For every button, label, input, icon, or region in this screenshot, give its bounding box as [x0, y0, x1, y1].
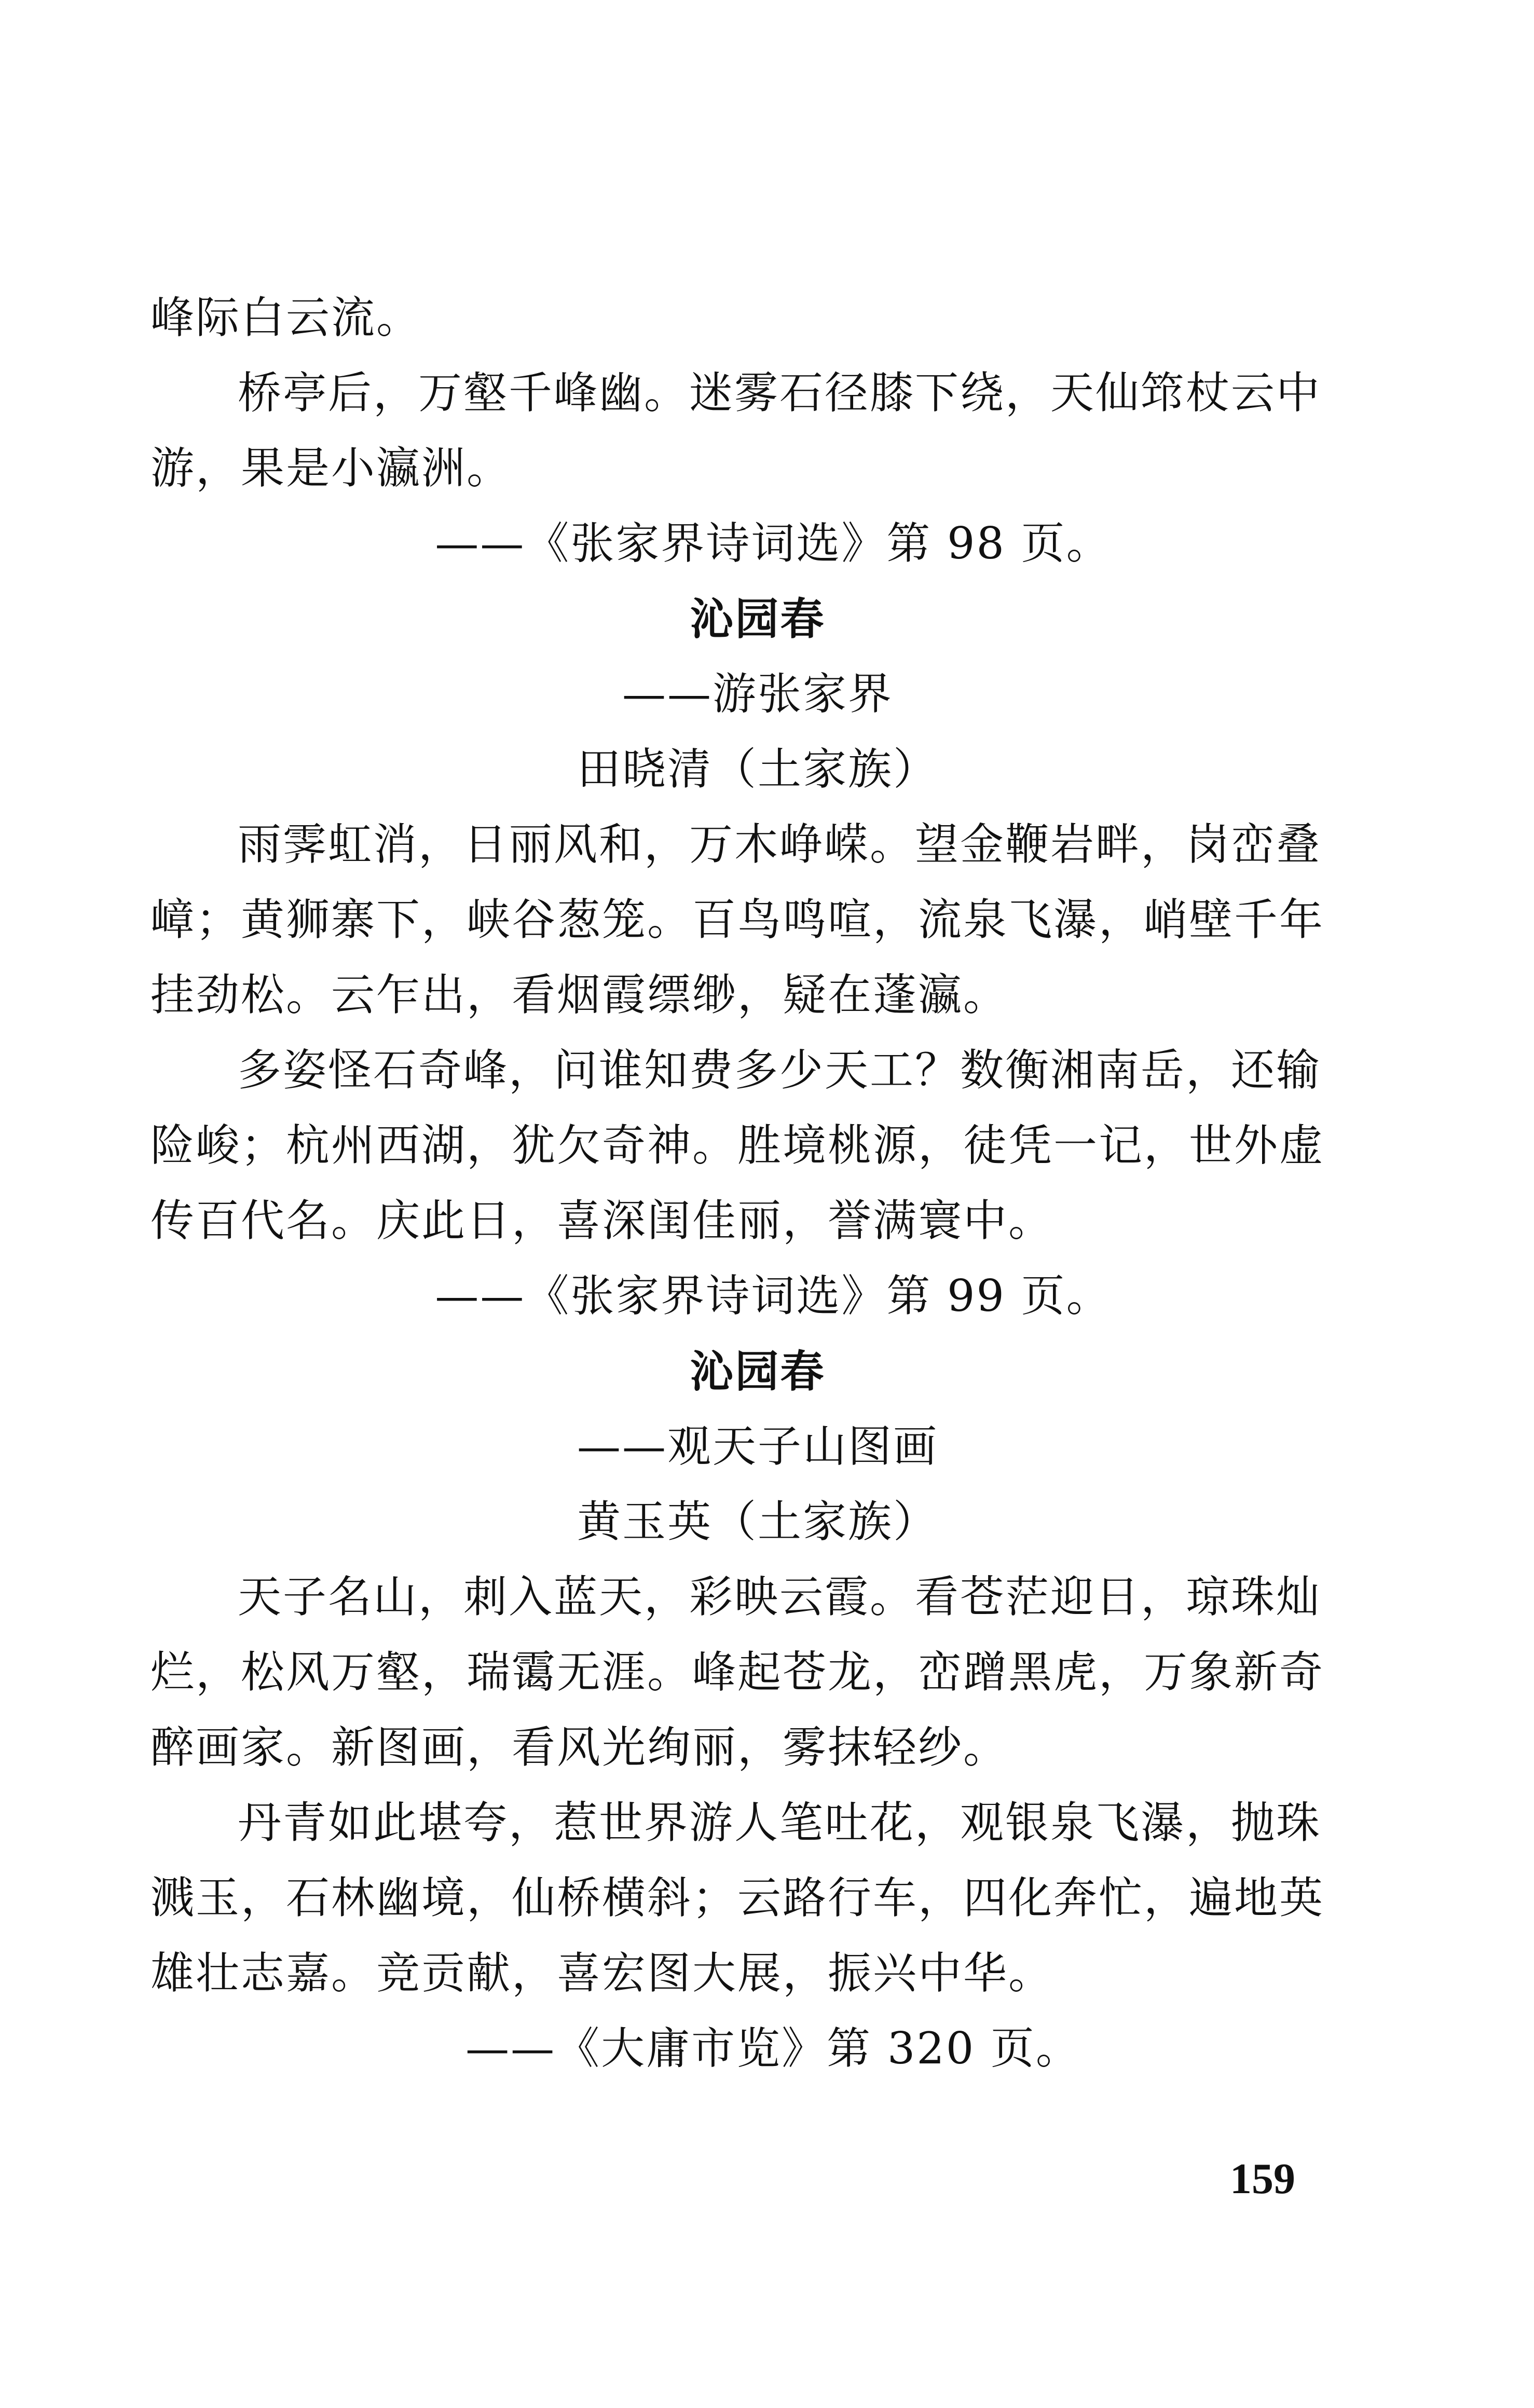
poem-paragraph: 多姿怪石奇峰，问谁知费多少天工？数衡湘南岳，还输险峻；杭州西湖，犹欠奇神。胜境桃源，徒凭一记，世外虚传百代名。庆此日，喜深闺佳丽，誉满寰中。	[150, 1045, 1325, 1246]
poem-paragraph: 天子名山，刺入蓝天，彩映云霞。看苍茫迎日，琼珠灿烂，松风万壑，瑞霭无涯。峰起苍龙，峦蹭黑虎，万象新奇醉画家。新图画，看风光绚丽，雾抹轻纱。	[150, 1571, 1325, 1773]
poem-author: 黄玉英（土家族）	[577, 1496, 938, 1547]
poem-paragraph: 桥亭后，万壑千峰幽。迷雾石径膝下绕，天仙筇杖云中游，果是小瀛洲。	[150, 367, 1322, 494]
source-citation: ——《大庸市览》第 320 页。	[465, 2023, 1081, 2074]
poem-subtitle: ——观天子山图画	[577, 1421, 938, 1472]
page-number: 159	[1230, 2155, 1295, 2203]
poem-title: 沁园春	[690, 1346, 826, 1397]
source-citation: ——《张家界诗词选》第 99 页。	[435, 1270, 1112, 1321]
poem-paragraph: 丹青如此堪夸，惹世界游人笔吐花，观银泉飞瀑，抛珠溅玉，石林幽境，仙桥横斜；云路行车，四化奔忙，遍地英雄壮志嘉。竞贡献，喜宏图大展，振兴中华。	[150, 1797, 1325, 1999]
poem-paragraph: 雨霁虹消，日丽风和，万木峥嵘。望金鞭岩畔，岗峦叠嶂；黄狮寨下，峡谷葱笼。百鸟鸣喧，流泉飞瀑，峭壁千年挂劲松。云乍出，看烟霞缥缈，疑在蓬瀛。	[150, 819, 1325, 1020]
poem-author: 田晓清（土家族）	[577, 744, 938, 795]
poem-subtitle: ——游张家界	[622, 668, 893, 719]
source-citation: ——《张家界诗词选》第 98 页。	[435, 518, 1112, 569]
poem-text-block	[150, 280, 1365, 2086]
poem-line-continuation: 峰际白云流。	[150, 292, 422, 343]
poem-title: 沁园春	[690, 593, 826, 645]
